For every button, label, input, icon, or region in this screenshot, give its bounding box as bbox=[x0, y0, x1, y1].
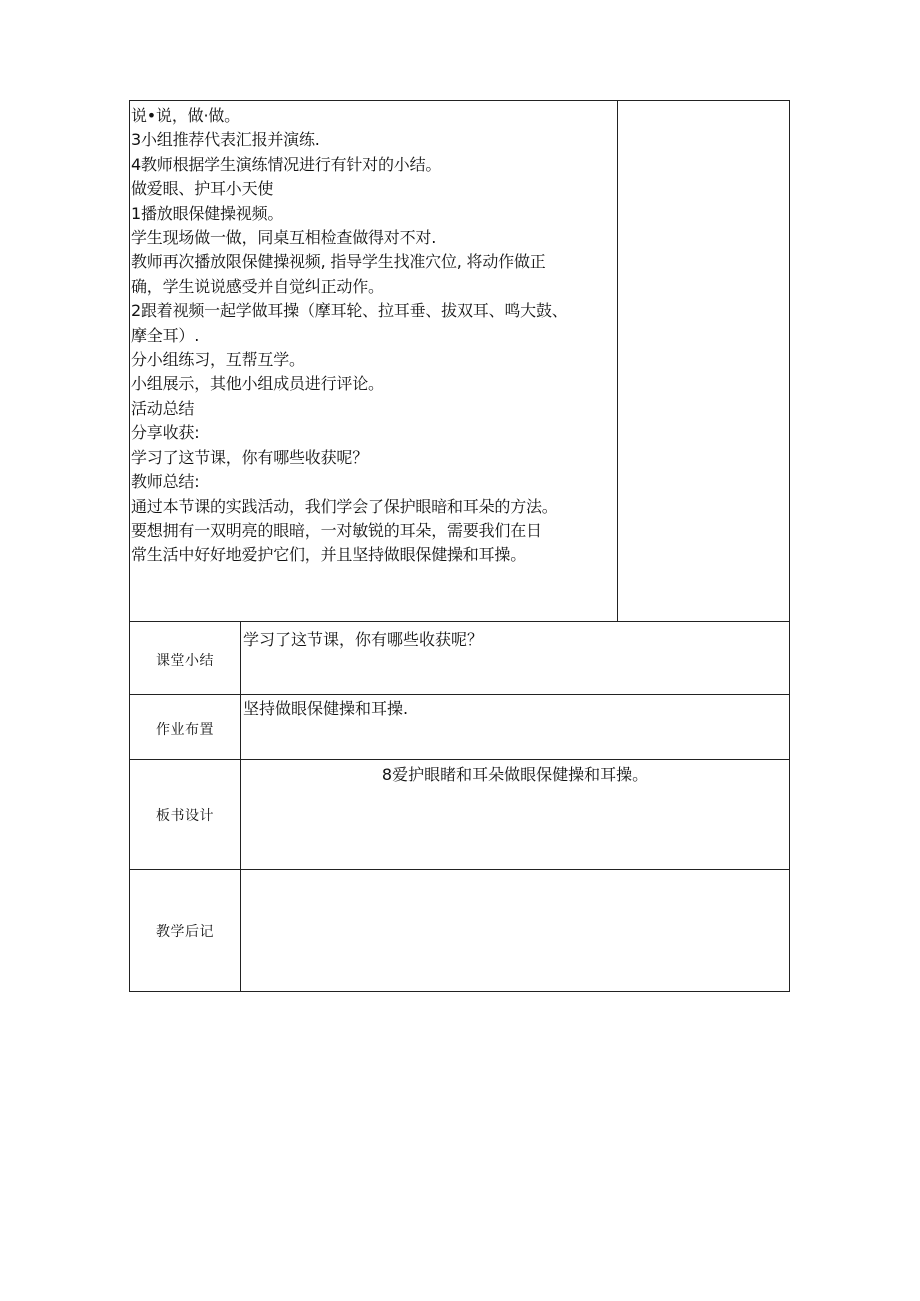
table-border-bottom bbox=[129, 991, 790, 992]
board-design-text: 8爱护眼睹和耳朵做眼保健操和耳操。 bbox=[381, 765, 649, 784]
lesson-line: 通过本节课的实践活动，我们学会了保护眼暗和耳朵的方法。 bbox=[131, 496, 558, 516]
lesson-line: 摩全耳）. bbox=[131, 325, 200, 345]
homework-text: 坚持做眼保健操和耳操. bbox=[243, 699, 409, 718]
summary-label: 课堂小结 bbox=[156, 653, 214, 669]
row-divider-4 bbox=[129, 869, 790, 870]
lesson-line: 说•说，做·做。 bbox=[131, 106, 240, 125]
lesson-line: 3小组推荐代表汇报并演练. bbox=[131, 130, 320, 150]
lesson-line: 活动总结 bbox=[131, 398, 195, 418]
row-divider-3 bbox=[129, 759, 790, 760]
label-column-divider bbox=[240, 621, 241, 992]
lesson-line: 分享收获: bbox=[131, 423, 200, 443]
table-border-right bbox=[789, 100, 790, 992]
lesson-line: 教师总结: bbox=[131, 472, 200, 492]
lesson-line: 分小组练习，互帮互学。 bbox=[131, 350, 305, 370]
summary-text: 学习了这节课，你有哪些收获呢？ bbox=[243, 630, 484, 649]
lesson-line: 小组展示，其他小组成员进行评论。 bbox=[131, 374, 384, 394]
board-design-label: 板书设计 bbox=[156, 808, 214, 824]
lesson-line: 学生现场做一做，同桌互相检查做得对不对. bbox=[131, 228, 437, 248]
table-border-left bbox=[129, 100, 130, 992]
reflection-label: 教学后记 bbox=[156, 924, 214, 940]
lesson-line: 确，学生说说感受并自觉纠正动作。 bbox=[131, 276, 384, 296]
lesson-line: 要想拥有一双明亮的眼暗，一对敏锐的耳朵，需要我们在日 bbox=[131, 520, 542, 540]
lesson-line: 常生活中好好地爱护它们，并且坚持做眼保健操和耳操。 bbox=[131, 545, 527, 565]
lesson-line: 2跟着视频一起学做耳操（摩耳轮、拉耳垂、拔双耳、鸣大鼓、 bbox=[131, 301, 568, 321]
row-divider-1 bbox=[129, 621, 790, 622]
lesson-line: 学习了这节课，你有哪些收获呢？ bbox=[131, 447, 369, 467]
row-divider-2 bbox=[129, 694, 790, 695]
lesson-line: 1播放眼保健操视频。 bbox=[131, 203, 284, 223]
body-column-divider bbox=[617, 100, 618, 622]
table-border-top bbox=[129, 100, 790, 101]
lesson-line: 做爱眼、护耳小天使 bbox=[131, 179, 274, 199]
lesson-line: 教师再次播放限保健操视频, 指导学生找准穴位, 将动作做正 bbox=[131, 252, 546, 272]
lesson-body bbox=[131, 104, 617, 568]
homework-label: 作业布置 bbox=[156, 722, 214, 738]
lesson-line: 4教师根据学生演练情况进行有针对的小结。 bbox=[131, 154, 442, 174]
